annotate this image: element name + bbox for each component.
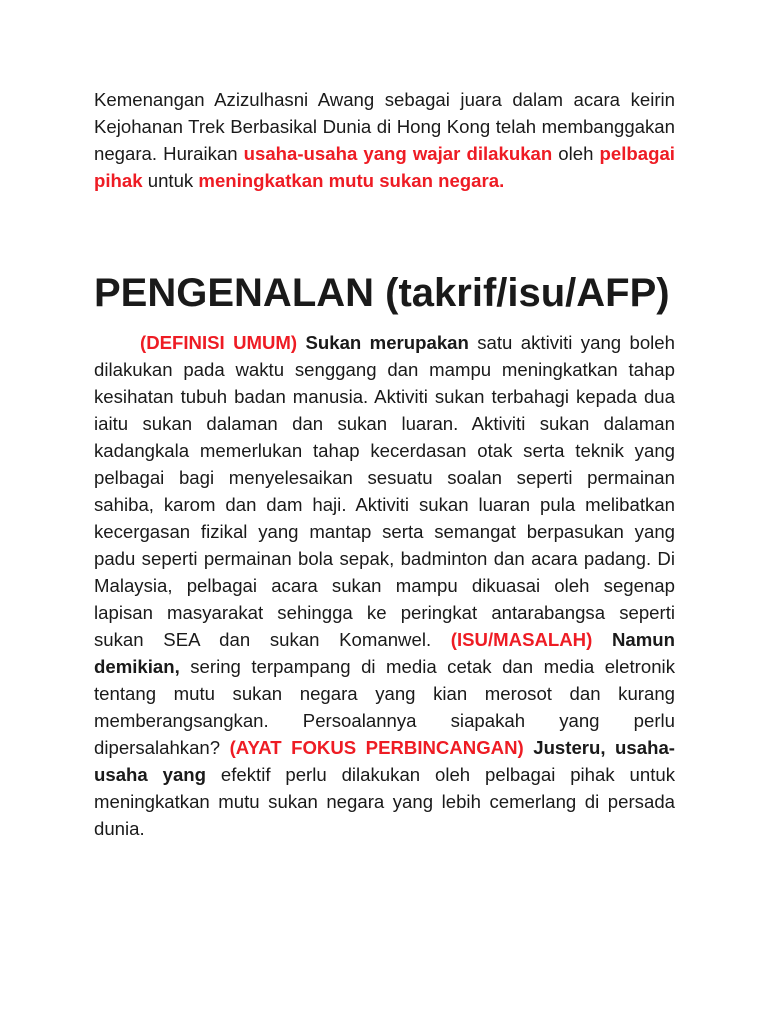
- intro-text-1: satu aktiviti yang boleh dilakukan pada waktu senggang dan mampu meningkatkan tahap kesihatan tubuh badan manusia. Aktiviti sukan terbahagi kepada dua iaitu sukan dalaman dan sukan luaran. Aktiviti sukan dalaman kadangkala memerlukan tahap kecerdasan otak serta teknik yang pelbagai bagi menyelesaikan sesuatu soalan seperti permainan sahiba, karom dan dam haji. Aktiviti sukan luaran pula melibatkan kecergasan fizikal yang mantap serta semangat berpasukan yang padu seperti permainan bola sepak, badminton dan acara padang. Di Malaysia, pelbagai acara sukan mampu dikuasai oleh segenap lapisan masyarakat sehingga ke peringkat antarabangsa seperti sukan SEA dan sukan Komanwel.: [94, 332, 675, 650]
- intro-text-2: sering terpampang di media cetak dan media eletronik tentang mutu sukan negara yang kian merosot dan kurang memberangsangkan. Persoalannya siapakah yang perlu dipersalahkan?: [94, 656, 675, 758]
- intro-bold-3: Justeru, usaha-usaha yang: [94, 737, 675, 785]
- question-highlight-goal: meningkatkan mutu sukan negara.: [198, 170, 505, 191]
- intro-text-3: efektif perlu dilakukan oleh pelbagai pihak untuk meningkatkan mutu sukan negara yang lebih cemerlang di persada dunia.: [94, 764, 675, 839]
- intro-bold-2: Namun demikian,: [94, 629, 676, 677]
- question-text-1: Kemenangan Azizulhasni Awang sebagai juara dalam acara keirin Kejohanan Trek Berbasikal Dunia di Hong Kong telah membanggakan negara. Huraikan: [94, 89, 675, 164]
- intro-bold-1: Sukan merupakan: [297, 332, 469, 353]
- document-page: [94, 86, 676, 839]
- essay-question: [94, 86, 675, 194]
- question-text-3: untuk: [142, 170, 199, 191]
- section-heading: PENGENALAN (takrif/isu/AFP): [94, 271, 670, 315]
- tag-focus: (AYAT FOKUS PERBINCANGAN): [229, 737, 524, 758]
- tag-definition: (DEFINISI UMUM): [140, 332, 298, 353]
- question-text-2: oleh: [552, 143, 600, 164]
- introduction-paragraph: [94, 329, 675, 842]
- question-highlight-effort: usaha-usaha yang wajar dilakukan: [243, 143, 553, 164]
- tag-issue: (ISU/MASALAH): [450, 629, 593, 650]
- question-highlight-parties: pelbagai pihak: [94, 143, 675, 191]
